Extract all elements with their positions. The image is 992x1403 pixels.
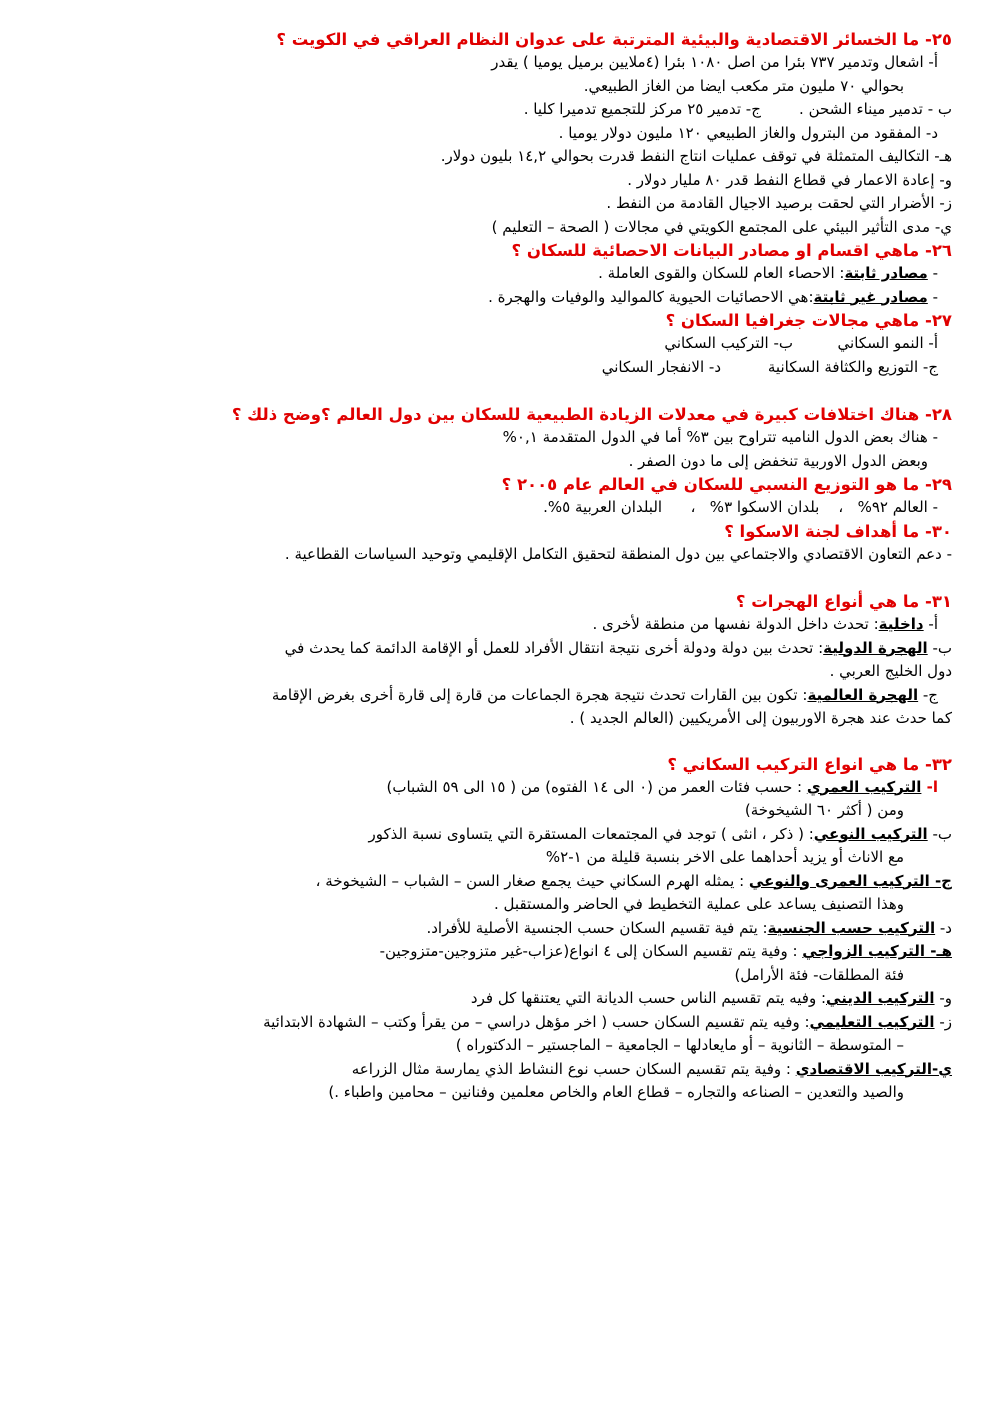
q32-item-w <box>38 987 952 1011</box>
q32-w-text: : وفيه يتم تقسيم الناس حسب الديانة التي يعتنقها كل فرد <box>470 989 827 1007</box>
q26-fixed-label: مصادر ثابتة <box>844 264 928 282</box>
q26-fixed-text: : الاحصاء العام للسكان والقوى العاملة . <box>598 264 845 282</box>
q31-a-prefix: أ- <box>923 615 938 633</box>
q27-item-d: د- الانفجار السكاني <box>601 357 721 376</box>
q25-item-w: و- إعادة الاعمار في قطاع النفط قدر ٨٠ مليار دولار . <box>627 170 952 189</box>
q32-item-y-cont: والصيد والتعدين – الصناعه والتجاره – قطاع العام والخاص معلمين وفنانين – محامين واطباء .) <box>328 1083 904 1101</box>
q32-y-label: التركيب الاقتصادي <box>795 1059 933 1078</box>
q25-item-h: هـ- التكاليف المتمثلة في توقف عمليات انتاج النفط قدرت بحوالي ١٤,٢ بليون دولار. <box>440 147 952 165</box>
q25-item-b: ب - تدمير ميناء الشحن . ج- تدمير ٢٥ مركز للتجميع تدميرا كليا . <box>523 100 952 118</box>
q28-line-2: وبعض الدول الاوربية تنخفض إلى ما دون الصفر . <box>628 451 928 470</box>
question-29-title: ٢٩- ما هو التوزيع النسبي للسكان في العالم عام ٢٠٠٥ ؟ <box>501 475 952 494</box>
q32-z-label: التركيب التعليمي <box>809 1012 935 1031</box>
q31-c-label: الهجرة العالمية <box>807 685 919 704</box>
q32-d-text: : يتم فية تقسيم السكان حسب الجنسية الأصلية للأفراد. <box>426 918 768 937</box>
q32-h-prefix: هـ- <box>925 942 952 960</box>
q32-y-text: : وفية يتم تقسيم السكان حسب نوع النشاط الذي يمارسة مثال الزراعه <box>351 1059 796 1078</box>
q27-item-b: ب- التركيب السكاني <box>664 334 793 352</box>
q31-c-prefix: ج- <box>918 685 938 704</box>
q32-item-b <box>38 823 952 847</box>
q30-line-1: - دعم التعاون الاقتصادي والاجتماعي بين دول المنطقة لتحقيق التكامل الإقليمي وتوحيد السياسات القطاعية . <box>284 544 952 563</box>
q32-item-a <box>38 776 952 800</box>
q31-b-text: : تحدث بين دولة ودولة أخرى نتيجة انتقال الأفراد للعمل أو الإقامة الدائمة كما يحدث في <box>284 638 824 657</box>
q32-w-prefix: و- <box>934 989 952 1007</box>
q31-item-b <box>38 637 952 661</box>
q32-h-text: : وفية يتم تقسيم السكان إلى ٤ انواع(عزاب-غير متزوجين-متزوجين- <box>379 942 803 960</box>
q32-item-y <box>38 1058 952 1082</box>
q32-item-c <box>38 870 952 894</box>
q31-item-c <box>38 684 952 708</box>
q29-line-1: - العالم ٩٢% ، بلدان الاسكوا ٣% ، البلدان العربية ٥%. <box>543 498 938 516</box>
question-26-title: ٢٦- ماهي اقسام او مصادر البيانات الاحصائية للسكان ؟ <box>511 241 952 260</box>
q25-item-a: أ- اشعال وتدمير ٧٣٧ بئرا من اصل ١٠٨٠ بئرا (٤ملايين برميل يوميا ) يقدر <box>491 53 938 71</box>
q31-item-b-cont: دول الخليج العربي . <box>829 662 952 680</box>
q32-item-z <box>38 1011 952 1035</box>
q32-c-label: التركيب العمرى والنوعي <box>748 871 930 890</box>
q25-item-a-cont: بحوالي ٧٠ مليون متر مكعب ايضا من الغاز الطبيعي. <box>583 76 904 95</box>
q32-z-text: : وفيه يتم تقسيم السكان حسب ( اخر مؤهل دراسي – من يقرأ وكتب – الشهادة الابتدائية <box>263 1012 810 1031</box>
q27-row-2 <box>38 356 952 380</box>
question-31-title: ٣١- ما هي أنواع الهجرات ؟ <box>735 592 952 611</box>
q32-z-prefix: ز- <box>934 1012 952 1031</box>
q26-variable-text: :هي الاحصائيات الحيوية كالمواليد والوفيات والهجرة . <box>488 287 814 306</box>
q28-line-1: - هناك بعض الدول الناميه تتراوح بين ٣% أما في الدول المتقدمة ٠,١% <box>502 428 938 446</box>
question-32-title: ٣٢- ما هي انواع التركيب السكاني ؟ <box>667 754 952 774</box>
q32-b-prefix: ب- <box>927 824 952 843</box>
q26-variable-sources: - مصادر غير ثابتة:هي الاحصائيات الحيوية كالمواليد والوفيات والهجرة . <box>488 287 938 306</box>
q32-a-text: : حسب فئات العمر من (٠ الى ١٤ الفتوه) من ( ١٥ الى ٥٩ الشباب) <box>386 777 807 796</box>
q32-y-prefix: ي- <box>932 1059 952 1078</box>
q32-d-prefix: د- <box>935 918 952 937</box>
q32-item-z-cont: – المتوسطة – الثانوية – أو مايعادلها – الجامعية – الماجستير – الدكتوراه ) <box>455 1036 904 1054</box>
q32-item-a-cont: ومن ( أكثر ٦٠ الشيخوخة) <box>744 801 904 819</box>
question-27-title: ٢٧- ماهي مجالات جغرافيا السكان ؟ <box>665 311 952 330</box>
q32-c-prefix: ج- <box>929 871 952 890</box>
question-25-title: ٢٥- ما الخسائر الاقتصادية والبيئية المترتبة على عدوان النظام العراقي في الكويت ؟ <box>276 30 952 49</box>
question-28-title: ٢٨- هناك اختلافات كبيرة في معدلات الزيادة الطبيعية للسكان بين دول العالم ؟وضح ذلك ؟ <box>231 405 952 424</box>
q31-b-prefix: ب- <box>927 638 952 657</box>
q31-b-label: الهجرة الدولية <box>823 638 928 657</box>
q32-item-b-cont: مع الاناث أو يزيد أحداهما على الاخر بنسبة قليلة من ١-٢% <box>545 848 904 866</box>
q32-b-label: التركيب النوعي <box>813 824 928 843</box>
q32-a-prefix: ا- <box>921 777 938 796</box>
document-page <box>38 28 952 1105</box>
q26-variable-label: مصادر غير ثابتة <box>813 287 928 306</box>
q25-item-y: ي- مدى التأثير البيئي على المجتمع الكويتي في مجالات ( الصحة – التعليم ) <box>491 217 952 236</box>
q31-a-label: داخلية <box>878 615 924 633</box>
q32-item-h-cont: فئة المطلقات- فئة الأرامل) <box>734 965 904 984</box>
q31-a-text: : تحدث داخل الدولة نفسها من منطقة لأخرى . <box>592 615 879 633</box>
question-30-title: ٣٠- ما أهداف لجنة الاسكوا ؟ <box>724 521 952 541</box>
q25-item-d: د- المفقود من البترول والغاز الطبيعي ١٢٠ مليون دولار يوميا . <box>558 123 938 142</box>
q32-w-label: التركيب الديني <box>826 989 935 1007</box>
q31-c-text: : تكون بين القارات تحدث نتيجة هجرة الجماعات من قارة إلى قارة أخرى بغرض الإقامة <box>271 685 808 704</box>
q31-item-c-cont: كما حدث عند هجرة الاوربيون إلى الأمريكيين (العالم الجديد ) . <box>569 709 952 727</box>
q32-a-label: التركيب العمري <box>806 777 922 796</box>
q32-item-h <box>38 940 952 964</box>
q25-item-z: ز- الأضرار التي لحقت برصيد الاجيال القادمة من النفط . <box>606 194 952 212</box>
q27-row-1 <box>38 332 952 356</box>
q32-h-label: التركيب الزواجي <box>802 942 926 960</box>
q31-item-a <box>38 613 952 637</box>
q32-item-c-cont: وهذا التصنيف يساعد على عملية التخطيط في الحاضر والمستقبل . <box>494 895 904 913</box>
q32-c-text: : يمثله الهرم السكاني حيث يجمع صغار السن – الشباب – الشيخوخة ، <box>315 871 749 890</box>
q32-item-d <box>38 917 952 941</box>
q26-fixed-sources: - مصادر ثابتة: الاحصاء العام للسكان والقوى العاملة . <box>598 264 938 282</box>
q27-item-a: أ- النمو السكاني <box>837 334 938 352</box>
q27-item-c: ج- التوزيع والكثافة السكانية <box>767 357 938 376</box>
q32-d-label: التركيب حسب الجنسية <box>767 918 936 937</box>
q32-b-text: : ( ذكر ، انثى ) توجد في المجتمعات المستقرة التي يتساوى نسبة الذكور <box>368 824 814 843</box>
